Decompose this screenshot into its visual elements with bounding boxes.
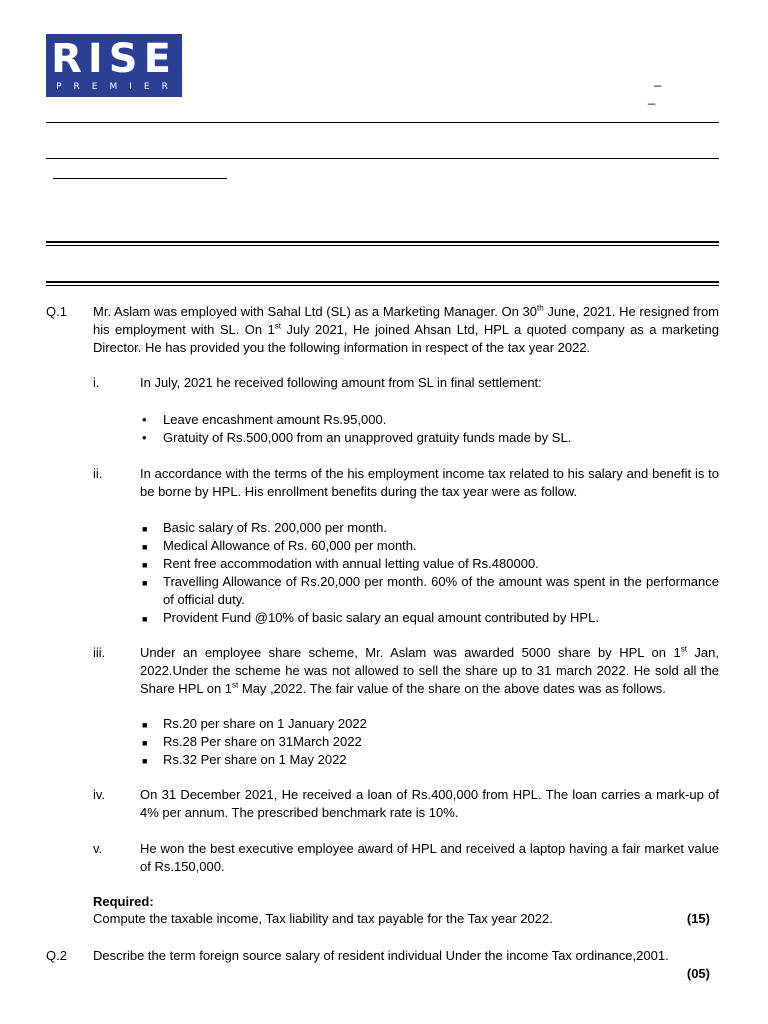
list-item: ■ Rs.20 per share on 1 January 2022 bbox=[140, 715, 719, 733]
item-v-numeral: v. bbox=[93, 841, 103, 856]
item-i-numeral: i. bbox=[93, 375, 100, 390]
square-bullet-icon: ■ bbox=[142, 738, 148, 748]
header-double-rule-2 bbox=[46, 281, 719, 286]
square-bullet-icon: ■ bbox=[142, 756, 148, 766]
logo-subtitle: PREMIER bbox=[56, 82, 180, 92]
question-1-number: Q.1 bbox=[46, 304, 67, 319]
header-rule-2 bbox=[46, 158, 719, 159]
item-iv-numeral: iv. bbox=[93, 787, 106, 802]
square-bullet-icon: ■ bbox=[142, 560, 148, 570]
bullet-icon: • bbox=[142, 412, 147, 427]
item-ii-text: In accordance with the terms of the his employment income tax related to his salary and benefit is to be borne by HPL. His enrollment benefits during the tax year were as follow. bbox=[140, 466, 719, 499]
question-2-marks: (05) bbox=[686, 966, 710, 981]
item-v-text: He won the best executive employee award of HPL and received a laptop having a fair market value of Rs.150,000. bbox=[140, 841, 719, 874]
square-bullet-icon: ■ bbox=[142, 720, 148, 730]
logo-word: RISE bbox=[51, 36, 177, 82]
required-label: Required: bbox=[93, 894, 154, 909]
item-iii-numeral: iii. bbox=[93, 645, 106, 660]
question-2-text: Describe the term foreign source salary of resident individual Under the income Tax ordinance,2001. bbox=[93, 948, 669, 963]
square-bullet-icon: ■ bbox=[142, 542, 148, 552]
square-bullet-icon: ■ bbox=[142, 578, 148, 588]
item-i-text: In July, 2021 he received following amount from SL in final settlement: bbox=[140, 375, 542, 390]
item-iii-bullets bbox=[140, 715, 719, 769]
item-ii-numeral: ii. bbox=[93, 466, 103, 481]
square-bullet-icon: ■ bbox=[142, 614, 148, 624]
header-double-rule-1 bbox=[46, 241, 719, 246]
list-item: ■ Medical Allowance of Rs. 60,000 per month. bbox=[140, 537, 719, 555]
item-ii-bullets bbox=[140, 519, 719, 627]
header-dash-bottom: _ bbox=[648, 90, 656, 105]
item-i-bullets bbox=[140, 411, 719, 447]
item-iv-text: On 31 December 2021, He received a loan of Rs.400,000 from HPL. The loan carries a mark-up of 4% per annum. The prescribed benchmark rate is 10%. bbox=[140, 787, 719, 820]
list-item: ■ Travelling Allowance of Rs.20,000 per month. 60% of the amount was spent in the performance of official duty. bbox=[142, 574, 719, 607]
question-2-number: Q.2 bbox=[46, 948, 67, 963]
list-item: ■ Rent free accommodation with annual letting value of Rs.480000. bbox=[140, 555, 719, 573]
header-rule-1 bbox=[46, 122, 719, 123]
bullet-icon: • bbox=[142, 430, 147, 445]
list-item: ■ Basic salary of Rs. 200,000 per month. bbox=[140, 519, 719, 537]
square-bullet-icon: ■ bbox=[142, 524, 148, 534]
underline-blank bbox=[53, 178, 227, 179]
list-item: ■ Rs.28 Per share on 31March 2022 bbox=[140, 733, 719, 751]
rise-premier-logo bbox=[46, 34, 182, 97]
list-item: • Leave encashment amount Rs.95,000. bbox=[142, 412, 387, 427]
required-text: Compute the taxable income, Tax liability and tax payable for the Tax year 2022. bbox=[93, 911, 553, 926]
item-iii-text: Under an employee share scheme, Mr. Aslam was awarded 5000 share by HPL on 1st Jan, 2022.Under the scheme he was not allowed to sell the share up to 31 march 2022. He sold all the Share HPL on 1st May ,2022. The fair value of the share on the above dates was as follows. bbox=[140, 644, 719, 696]
question-1-marks: (15) bbox=[686, 911, 710, 926]
question-1-intro: Mr. Aslam was employed with Sahal Ltd (SL) as a Marketing Manager. On 30th June, 2021. He resigned from his employment with SL. On 1st July 2021, He joined Ahsan Ltd, HPL a quoted company as a marketing Director. He has provided you the following information in respect of the tax year 2022. bbox=[93, 303, 719, 355]
header-dash-top: _ bbox=[654, 72, 662, 87]
list-item: ■ Provident Fund @10% of basic salary an equal amount contributed by HPL. bbox=[140, 609, 719, 627]
list-item: ■ Rs.32 Per share on 1 May 2022 bbox=[140, 751, 719, 769]
list-item: • Gratuity of Rs.500,000 from an unapproved gratuity funds made by SL. bbox=[142, 430, 572, 445]
